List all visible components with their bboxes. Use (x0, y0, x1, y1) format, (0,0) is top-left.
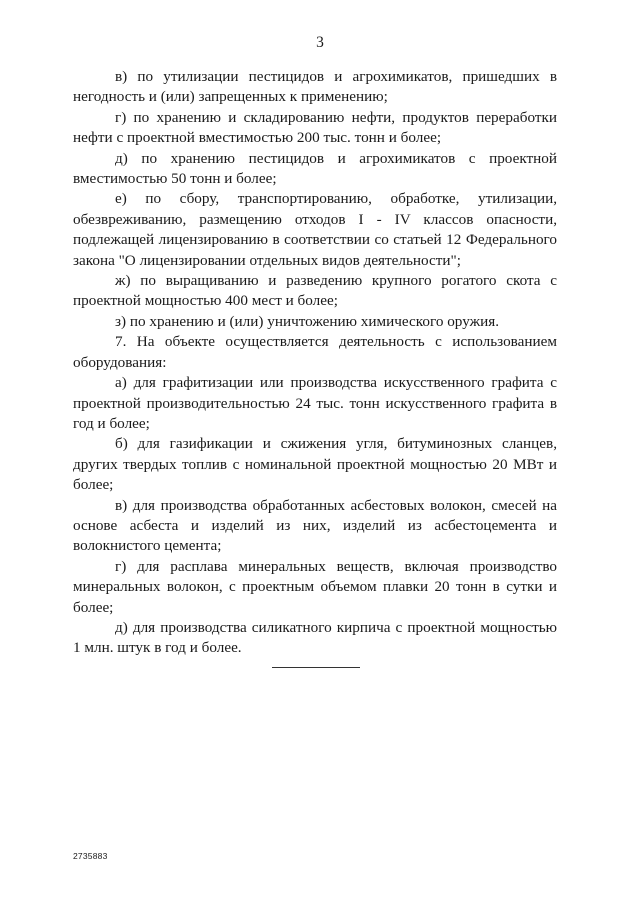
paragraph-section-7-heading: 7. На объекте осуществляется деятельность с использованием оборудования: (73, 333, 557, 371)
paragraph-item-e-waste-handling: е) по сбору, транспортированию, обработке, утилизации, обезвреживанию, размещению отходов I - IV классов опасности, подлежащей лицензированию в соответствии со статьей 12 Федерального закона "О лицензировании отдельных видов деятельности"; (73, 190, 557, 269)
paragraph-item-g-mineral-melting: г) для расплава минеральных веществ, включая производство минеральных волокон, с проектным объемом плавки 20 тонн в сутки и более; (73, 557, 557, 616)
end-separator-line (272, 667, 360, 668)
paragraph-item-v-asbestos: в) для производства обработанных асбестовых волокон, смесей на основе асбеста и изделий из них, изделий из асбестоцемента и волокнистого цемента; (73, 496, 557, 555)
paragraph-item-z-chemical-weapons: з) по хранению и (или) уничтожению химического оружия. (115, 312, 499, 330)
document-code: 2735883 (73, 851, 108, 861)
paragraph-item-v-pesticide-disposal: в) по утилизации пестицидов и агрохимикатов, пришедших в негодность и (или) запрещенных к применению; (73, 68, 557, 106)
page-number: 3 (316, 34, 324, 51)
paragraph-item-d-silicate-brick: д) для производства силикатного кирпича с проектной мощностью 1 млн. штук в год и более. (73, 618, 557, 657)
paragraph-item-a-graphite: а) для графитизации или производства искусственного графита с проектной производительностью 24 тыс. тонн искусственного графита в год и более; (73, 374, 557, 432)
paragraph-item-d-pesticide-storage: д) по хранению пестицидов и агрохимикатов с проектной вместимостью 50 тонн и более; (73, 149, 557, 188)
paragraph-item-zh-cattle-breeding: ж) по выращиванию и разведению крупного рогатого скота с проектной мощностью 400 мест и более; (73, 272, 557, 310)
paragraph-item-b-coal-gasification: б) для газификации и сжижения угля, битуминозных сланцев, других твердых топлив с номинальной проектной мощностью 20 МВт и более; (73, 435, 557, 494)
paragraph-item-g-oil-storage: г) по хранению и складированию нефти, продуктов переработки нефти с проектной вместимостью 200 тыс. тонн и более; (73, 108, 557, 147)
document-body (73, 67, 557, 659)
